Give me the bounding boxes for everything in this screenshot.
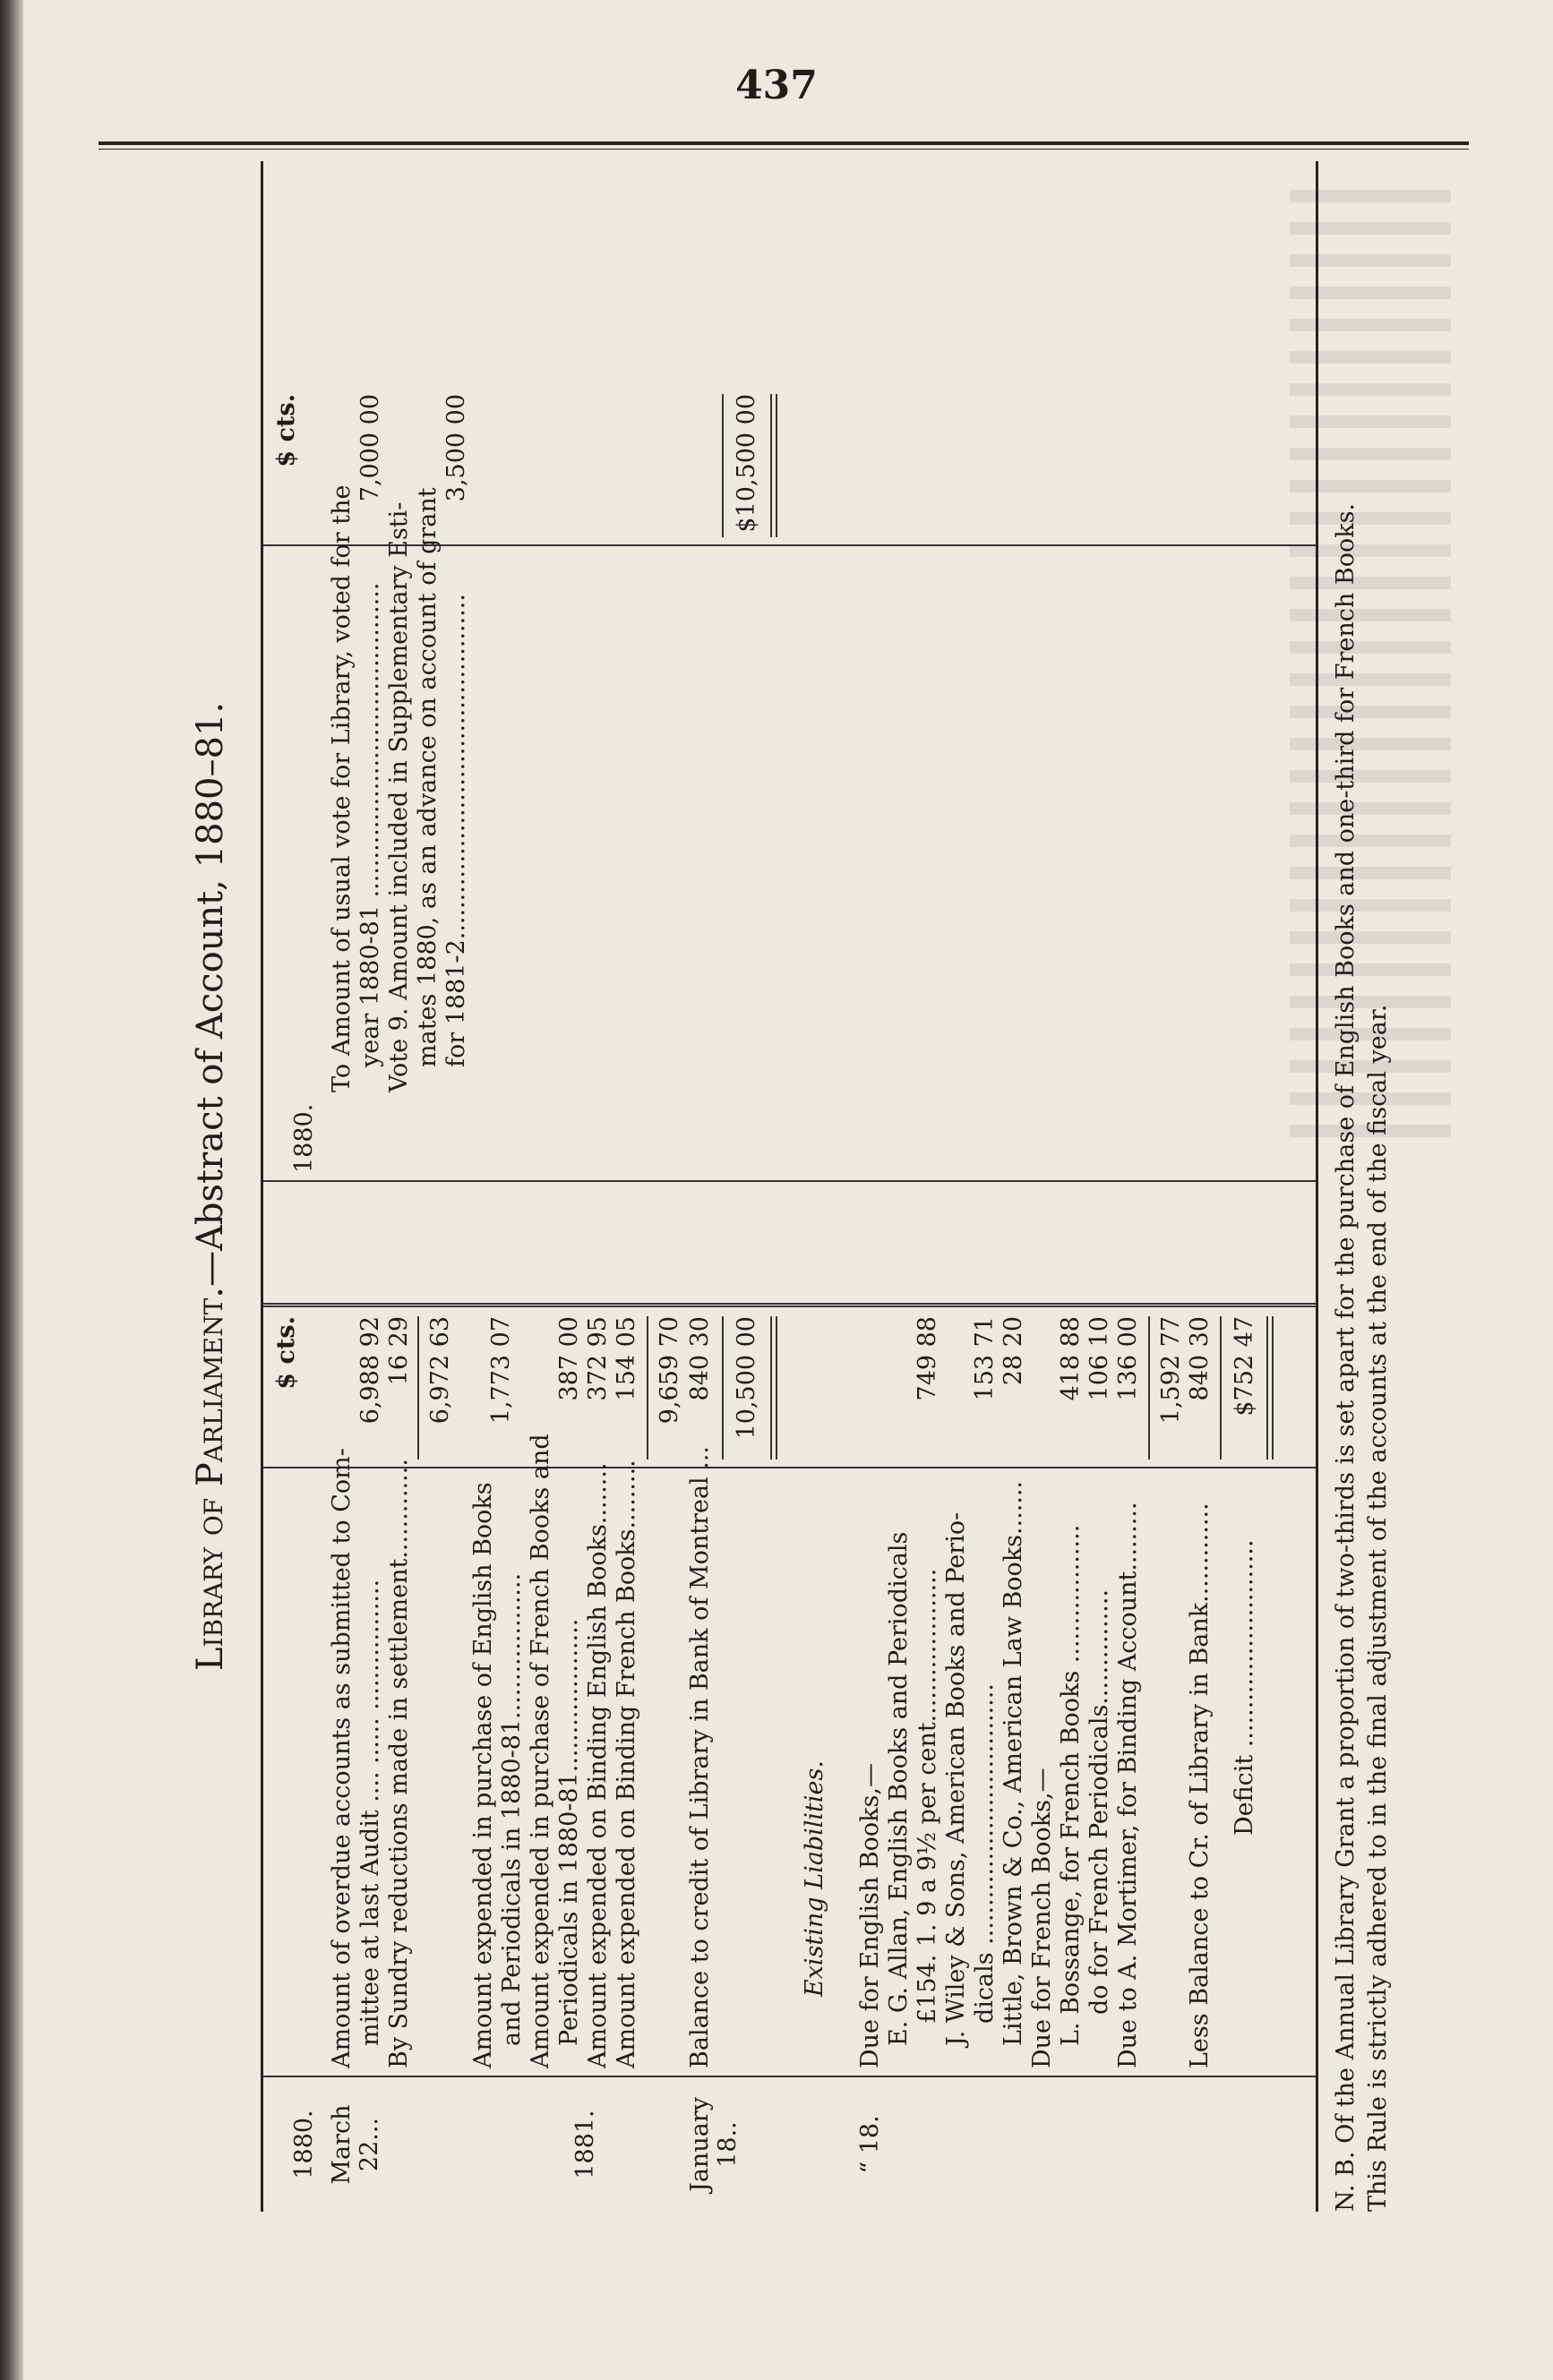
header-left-currency: $ cts. xyxy=(272,1316,300,1390)
col-line-date xyxy=(263,2076,1316,2077)
rule-sub2 xyxy=(647,1316,648,1460)
right-row-usual-vote-line1: To Amount of usual vote for Library, voted for the xyxy=(328,484,356,1092)
amt-binding-english: 372 95 xyxy=(584,1316,612,1401)
row-allan-line1: E. G. Allan, English Books and Periodicals xyxy=(885,1531,913,2046)
amt-less-balance: 840 30 xyxy=(1186,1316,1214,1401)
page-number: 437 xyxy=(735,63,818,108)
date-january-18: January 18.. xyxy=(686,2097,742,2192)
header-right-currency: $ cts. xyxy=(272,394,300,467)
row-bossange-books: L. Bossange, for French Books .................. xyxy=(1057,1524,1085,2046)
right-row-usual-vote-line2: year 1880-81 ......................................... xyxy=(356,582,384,1067)
amt-bossange-periodicals: 106 10 xyxy=(1085,1316,1113,1401)
amt-usual-vote: 7,000 00 xyxy=(356,394,384,502)
rule-total-left-top xyxy=(722,1316,724,1460)
row-wiley-line1: J. Wiley & Sons, American Books and Perio- xyxy=(942,1511,970,2046)
right-row-supplementary-line2: mates 1880, as an advance on account of grant xyxy=(414,487,442,1067)
rule-deficit-bottom xyxy=(1266,1316,1274,1460)
year-1880: 1880. xyxy=(290,2110,318,2179)
account-table xyxy=(261,161,1318,2212)
date-18-ditto: “ 18. xyxy=(856,2115,884,2174)
col-line-right-date xyxy=(263,1180,1316,1182)
rule-sub1 xyxy=(417,1316,419,1460)
right-row-supplementary-line3: for 1881-2............................................. xyxy=(442,594,470,1067)
date-march-22: March 22... xyxy=(328,2104,383,2185)
amt-overdue: 6,988 92 xyxy=(356,1316,384,1425)
amt-deficit: $752 47 xyxy=(1231,1316,1258,1417)
rotated-account-page xyxy=(175,161,1411,2212)
row-less-balance: Less Balance to Cr. of Library in Bank............. xyxy=(1186,1502,1214,2068)
amt-french-purchase: 387 00 xyxy=(555,1316,583,1401)
amt-subtotal-3: 1,592 77 xyxy=(1157,1316,1185,1425)
amt-reductions: 16 29 xyxy=(385,1316,413,1386)
row-french-purchase-line2: Periodicals in 1880-81.................... xyxy=(555,1618,583,2046)
amt-little-brown: 28 20 xyxy=(1000,1316,1027,1386)
row-due-english: Due for English Books,— xyxy=(856,1763,884,2068)
amt-subtotal-1: 6,972 63 xyxy=(426,1316,454,1425)
footnote-line2: This Rule is strictly adhered to in the final adjustment of the accounts at the end of the fiscal year. xyxy=(1364,1004,1392,2212)
rule-sub3 xyxy=(1148,1316,1150,1460)
row-reductions: By Sundry reductions made in settlement............. xyxy=(385,1459,413,2068)
row-mortimer: Due to A. Mortimer, for Binding Account......... xyxy=(1114,1502,1142,2068)
existing-liabilities-heading: Existing Liabilities. xyxy=(801,1760,828,1997)
row-overdue-line2: mittee at last Audit .... ...... ................. xyxy=(356,1579,384,2046)
account-title xyxy=(175,161,246,2212)
right-year-1880: 1880. xyxy=(290,1103,318,1173)
row-overdue-line1: Amount of overdue accounts as submitted to Com- xyxy=(328,1448,356,2068)
amt-bossange-books: 418 88 xyxy=(1057,1316,1085,1401)
row-due-french: Due for French Books,— xyxy=(1028,1768,1056,2068)
page-binding-edge xyxy=(0,0,23,2380)
row-balance-credit: Balance to credit of Library in Bank of Montreal ... xyxy=(686,1445,714,2068)
amt-subtotal-2: 9,659 70 xyxy=(656,1316,683,1425)
top-rule xyxy=(99,141,1469,145)
rule-total-right-bottom xyxy=(770,394,777,537)
row-english-purchase-line1: Amount expended in purchase of English Books xyxy=(469,1482,497,2068)
amt-english-purchase: 1,773 07 xyxy=(487,1316,515,1425)
amt-mortimer: 136 00 xyxy=(1114,1316,1142,1401)
amt-total-left: 10,500 00 xyxy=(733,1316,760,1440)
right-row-supplementary-line1: Vote 9. Amount included in Supplementary Esti- xyxy=(385,501,413,1092)
amt-supplementary: 3,500 00 xyxy=(442,394,470,502)
footnote xyxy=(1330,161,1394,2212)
row-deficit: Deficit ........................... xyxy=(1231,1539,1258,1836)
row-french-purchase-line1: Amount expended in purchase of French Books and xyxy=(527,1434,554,2068)
amt-total-right: $10,500 00 xyxy=(733,394,760,533)
col-line-left-amt xyxy=(263,1303,1316,1307)
amt-balance-credit: 840 30 xyxy=(686,1316,714,1401)
top-rule-thin xyxy=(99,149,1469,150)
rule-total-left-bottom xyxy=(770,1316,777,1460)
title-library: Library of Parliament xyxy=(190,1297,231,1672)
amt-wiley: 153 71 xyxy=(971,1316,999,1401)
row-binding-english: Amount expended on Binding English Books........ xyxy=(584,1462,612,2068)
row-bossange-periodicals: do for French Periodicals............... xyxy=(1085,1588,1113,2015)
year-1881: 1881. xyxy=(571,2110,599,2179)
amt-binding-french: 154 05 xyxy=(613,1316,640,1401)
rule-deficit-top xyxy=(1220,1316,1222,1460)
row-little-brown: Little, Brown & Co., American Law Books....... xyxy=(1000,1480,1027,2046)
row-binding-french: Amount expended on Binding French Books......... xyxy=(613,1460,640,2068)
col-line-left-desc xyxy=(263,1467,1316,1468)
row-wiley-line2: dicals .................................. xyxy=(971,1682,999,2024)
title-abstract: .—Abstract of Account, 1880–81. xyxy=(190,701,231,1298)
rule-total-right-top xyxy=(722,394,724,537)
footnote-line1: N. B. Of the Annual Library Grant a proportion of two-thirds is set apart for the purchase of English Books and one-third for French Books. xyxy=(1332,502,1360,2212)
row-allan-line2: £154. 1. 9 a 9½ per cent.................... xyxy=(914,1568,941,2024)
row-english-purchase-line2: and Periodicals in 1880-81................... xyxy=(498,1572,526,2046)
amt-allan: 749 88 xyxy=(914,1316,941,1401)
